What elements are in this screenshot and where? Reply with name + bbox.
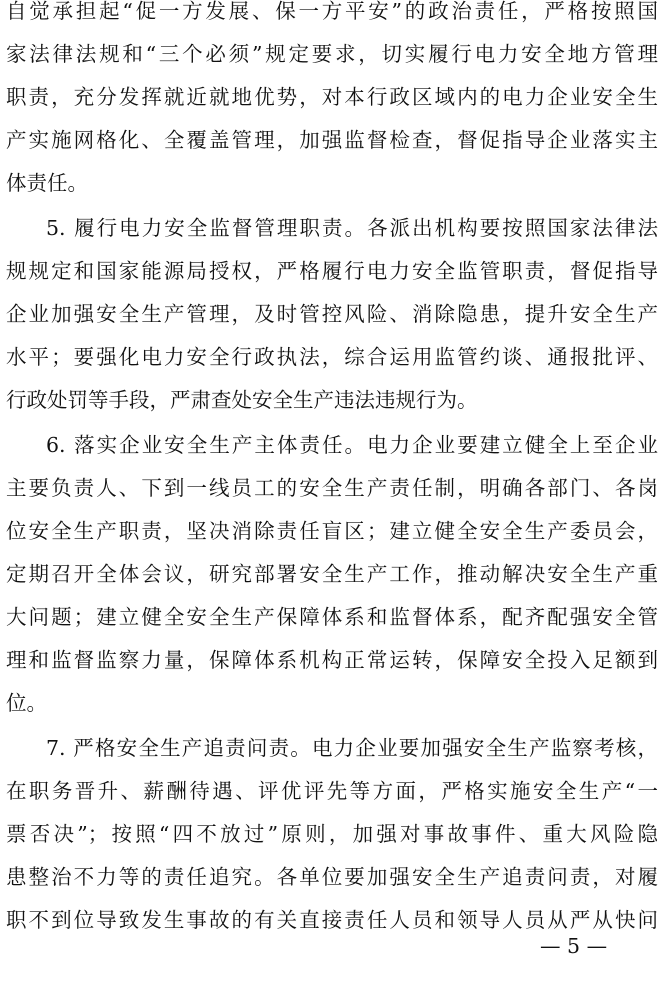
text-line: 主要负责人、下到一线员工的安全生产责任制，明确各部门、各岗: [6, 476, 658, 500]
paragraph-heading-line: 6. 落实企业安全生产主体责任。电力企业要建立健全上至企业: [46, 433, 658, 457]
text-line: 产实施网格化、全覆盖管理，加强监督检查，督促指导企业落实主: [6, 128, 658, 152]
text-line: 规规定和国家能源局授权，严格履行电力安全监管职责，督促指导: [6, 259, 658, 283]
paragraph-heading-line: 7. 严格安全生产追责问责。电力企业要加强安全生产监察考核，: [46, 736, 658, 760]
text-line: 位。: [6, 691, 47, 715]
text-line: 家法律法规和“三个必须”规定要求，切实履行电力安全地方管理: [6, 42, 658, 66]
page-number: — 5 —: [540, 934, 608, 958]
text-line: 行政处罚等手段，严肃查处安全生产违法违规行为。: [6, 388, 478, 412]
text-line: 在职务晋升、薪酬待遇、评优评先等方面，严格实施安全生产“一: [6, 779, 658, 803]
text-line: 理和监督监察力量，保障体系机构正常运转，保障安全投入足额到: [6, 648, 658, 672]
text-line: 定期召开全体会议，研究部署安全生产工作，推动解决安全生产重: [6, 562, 658, 586]
text-line: 职责，充分发挥就近就地优势，对本行政区域内的电力企业安全生: [6, 85, 658, 109]
text-line: 自觉承担起“促一方发展、保一方平安”的政治责任，严格按照国: [6, 0, 658, 23]
text-line: 位安全生产职责，坚决消除责任盲区；建立健全安全生产委员会，: [6, 519, 658, 543]
text-line: 水平；要强化电力安全行政执法，综合运用监管约谈、通报批评、: [6, 345, 658, 369]
text-line: 票否决”；按照“四不放过”原则，加强对事故事件、重大风险隐: [6, 822, 658, 846]
text-line: 企业加强安全生产管理，及时管控风险、消除隐患，提升安全生产: [6, 302, 658, 326]
text-line: 体责任。: [6, 171, 88, 195]
text-line: 患整治不力等的责任追究。各单位要加强安全生产追责问责，对履: [6, 865, 658, 889]
text-line: 职不到位导致发生事故的有关直接责任人员和领导人员从严从快问: [6, 908, 658, 932]
text-line: 大问题；建立健全安全生产保障体系和监督体系，配齐配强安全管: [6, 605, 658, 629]
paragraph-heading-line: 5. 履行电力安全监督管理职责。各派出机构要按照国家法律法: [46, 216, 658, 240]
